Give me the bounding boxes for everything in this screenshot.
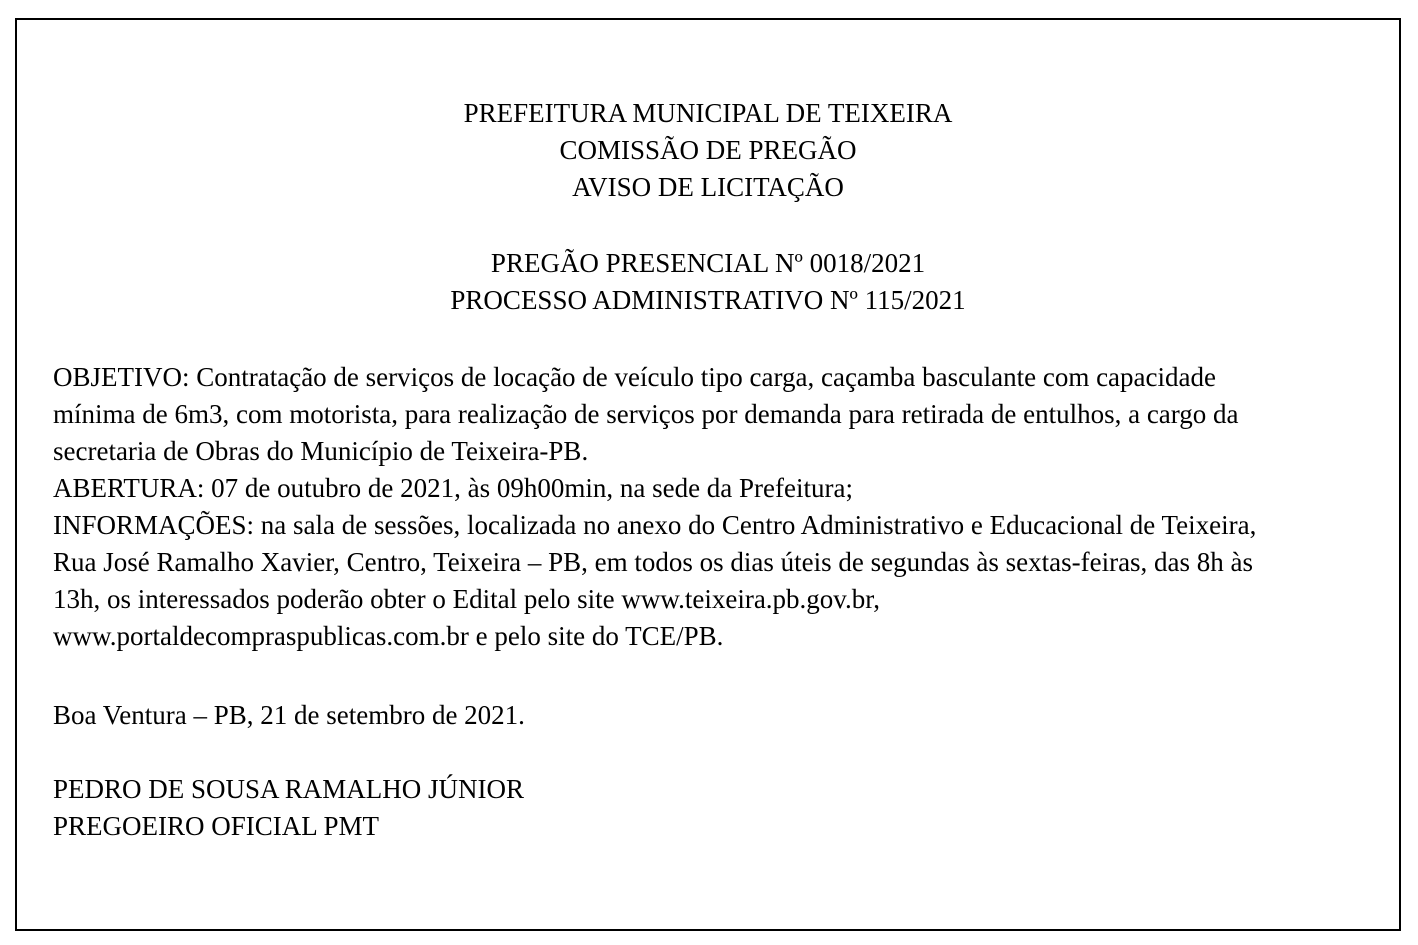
pregao-number: PREGÃO PRESENCIAL Nº 0018/2021: [490, 248, 926, 278]
notice-body: [53, 359, 1373, 655]
process-number: PROCESSO ADMINISTRATIVO Nº 115/2021: [450, 285, 966, 315]
objetivo-line: secretaria de Obras do Município de Teixeira-PB.: [53, 436, 589, 466]
abertura-line: ABERTURA: 07 de outubro de 2021, às 09h00min, na sede da Prefeitura;: [53, 473, 853, 503]
objetivo-line: OBJETIVO: Contratação de serviços de locação de veículo tipo carga, caçamba basculante com capacidade: [53, 362, 1216, 392]
informacoes-line: 13h, os interessados poderão obter o Edital pelo site www.teixeira.pb.gov.br,: [53, 584, 880, 614]
informacoes-line: Rua José Ramalho Xavier, Centro, Teixeira – PB, em todos os dias úteis de segundas às sextas-feiras, das 8h às: [53, 547, 1254, 577]
notice-header: [17, 95, 1399, 206]
signer-title: PREGOEIRO OFICIAL PMT: [53, 811, 380, 841]
municipality-title: PREFEITURA MUNICIPAL DE TEIXEIRA: [463, 98, 953, 128]
informacoes-line: www.portaldecompraspublicas.com.br e pelo site do TCE/PB.: [53, 621, 724, 651]
notice-title: AVISO DE LICITAÇÃO: [572, 172, 844, 202]
signer-name: PEDRO DE SOUSA RAMALHO JÚNIOR: [53, 774, 525, 804]
notice-frame: [15, 18, 1401, 931]
process-heading: [17, 245, 1399, 319]
commission-title: COMISSÃO DE PREGÃO: [559, 135, 857, 165]
objetivo-line: mínima de 6m3, com motorista, para realização de serviços por demanda para retirada de entulhos, a cargo da: [53, 399, 1239, 429]
informacoes-line: INFORMAÇÕES: na sala de sessões, localizada no anexo do Centro Administrativo e Educacional de Teixeira,: [53, 510, 1257, 540]
signature-block: [53, 771, 1373, 845]
date-line: Boa Ventura – PB, 21 de setembro de 2021.: [53, 700, 525, 730]
